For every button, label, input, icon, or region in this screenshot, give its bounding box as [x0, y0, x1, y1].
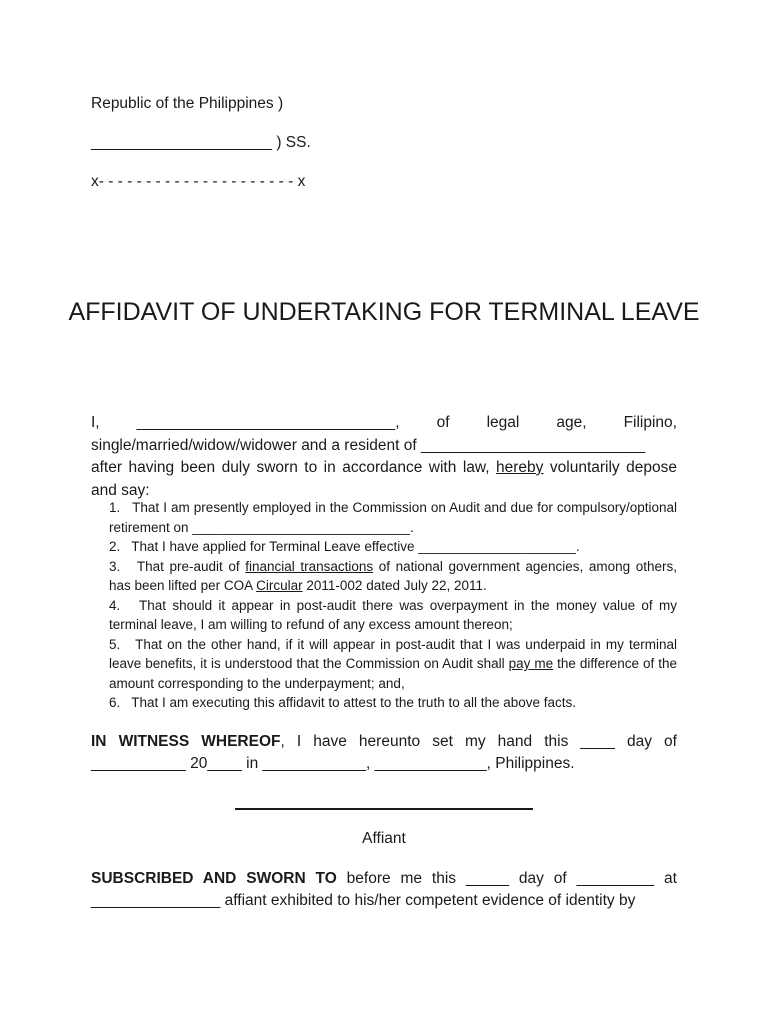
intro-filipino: Filipino,: [623, 414, 677, 431]
list-item: 2. That I have applied for Terminal Leave effective _____________________.: [109, 539, 580, 554]
list-item: 3. That pre-audit of financial transactions of national government agencies, among others, has been lifted per COA Circular 2011-002 dated July 22, 2011.: [109, 558, 677, 593]
affiant-label: Affiant: [362, 830, 406, 847]
undertaking-list: [109, 498, 677, 713]
venue-separator: x- - - - - - - - - - - - - - - - - - - - - x: [91, 173, 306, 190]
pay-me-text: pay me: [508, 656, 554, 671]
intro-legal: legal: [486, 414, 520, 431]
list-item: 6. That I am executing this affidavit to attest to the truth to all the above facts.: [109, 695, 577, 710]
jurat-paragraph: SUBSCRIBED AND SWORN TO before me this _____ day of _________ at _______________ affiant exhibited to his/her competent evidence of identity by: [91, 870, 677, 909]
list-item: 1. That I am presently employed in the Commission on Audit and due for compulsory/optional retirement on _____________________________.: [109, 500, 677, 535]
list-item: 5. That on the other hand, if it will appear in post-audit that I was underpaid in my terminal leave benefits, it is understood that the Commission on Audit shall pay me the difference of the amount corresponding to the underpayment; and,: [109, 636, 677, 691]
intro-i: I,: [91, 414, 100, 431]
financial-transactions-text: financial transactions: [245, 558, 374, 574]
intro-line-3: after having been duly sworn to in accordance with law, hereby voluntarily depose and say:: [91, 459, 677, 499]
intro-paragraph: [91, 412, 677, 502]
document-title: AFFIDAVIT OF UNDERTAKING FOR TERMINAL LEAVE: [68, 298, 700, 326]
signature-line: [235, 808, 533, 810]
intro-age: age,: [556, 414, 587, 431]
affiant-name-blank: ______________________________,: [136, 414, 400, 431]
jurat-heading: SUBSCRIBED AND SWORN TO: [91, 870, 337, 887]
intro-line-1: [91, 412, 677, 435]
circular-text: Circular: [256, 578, 303, 593]
list-item: 4. That should it appear in post-audit there was overpayment in the money value of my terminal leave, I am willing to refund of any excess amount thereon;: [109, 597, 677, 632]
hereby-word: hereby: [496, 459, 544, 476]
venue-line-republic: Republic of the Philippines ): [91, 95, 284, 112]
venue-line-ss: _____________________ ) SS.: [91, 134, 311, 151]
witness-heading: IN WITNESS WHEREOF: [91, 733, 281, 750]
intro-line-2: single/married/widow/widower and a resident of __________________________: [91, 436, 646, 454]
intro-of: of: [436, 414, 450, 431]
witness-paragraph: IN WITNESS WHEREOF, I have hereunto set my hand this ____ day of ___________ 20____ in ____________, _____________, Philippines.: [91, 733, 677, 772]
